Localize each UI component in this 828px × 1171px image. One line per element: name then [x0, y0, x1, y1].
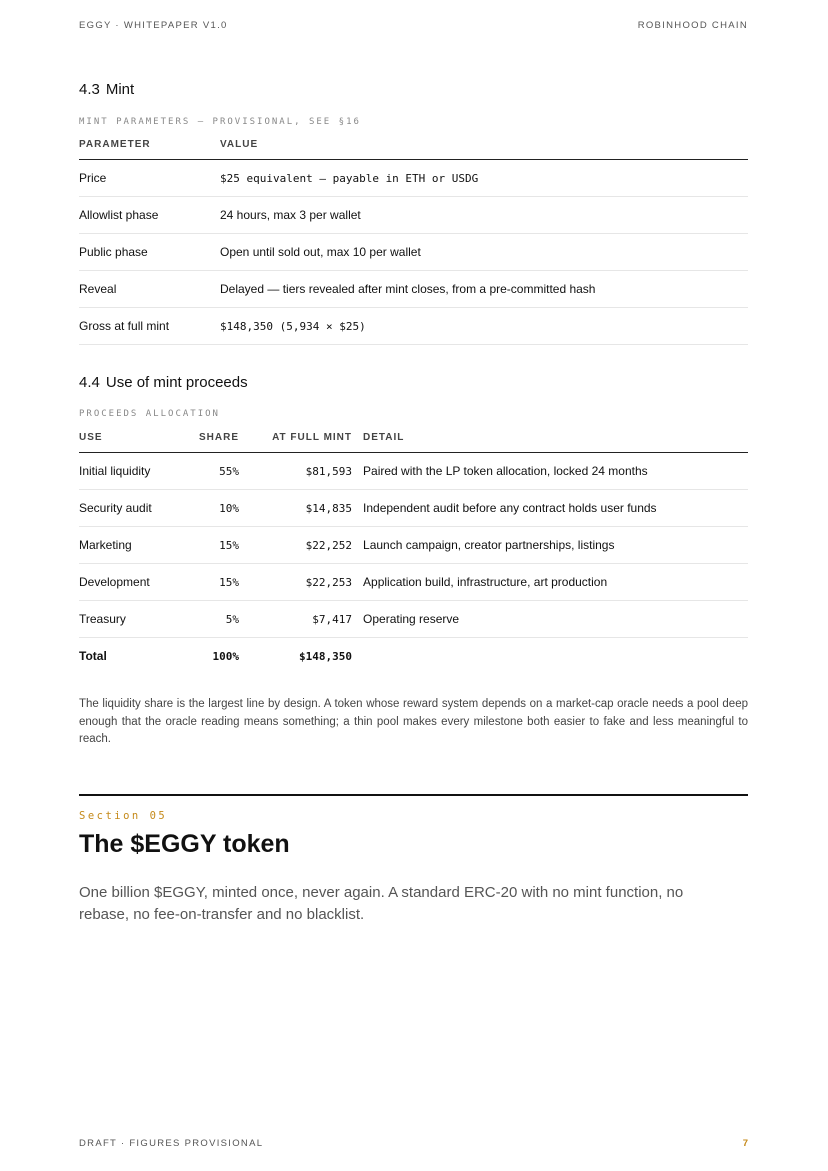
table-header-row: [79, 139, 748, 160]
table-row: [79, 308, 748, 345]
header-doc-title: EGGY · WHITEPAPER V1.0: [79, 20, 228, 31]
value-cell: Open until sold out, max 10 per wallet: [220, 234, 748, 271]
detail-cell: Operating reserve: [363, 601, 748, 638]
detail-cell: Paired with the LP token allocation, locked 24 months: [363, 453, 748, 490]
table-row: [79, 527, 748, 564]
amount-cell: $22,253: [239, 564, 352, 601]
table-row: [79, 453, 748, 490]
proceeds-allocation-table: [79, 432, 748, 674]
mint-parameters-table: [79, 139, 748, 345]
use-cell: Development: [79, 564, 199, 601]
table-row: [79, 197, 748, 234]
share-cell: 5%: [199, 601, 239, 638]
subsection-number: 4.4: [79, 374, 100, 391]
amount-cell: $7,417: [239, 601, 352, 638]
use-cell: Total: [79, 649, 107, 663]
subsection-title: Use of mint proceeds: [105, 374, 248, 391]
amount-cell: $14,835: [239, 490, 352, 527]
page: [79, 0, 748, 1171]
header-chain-name: ROBINHOOD CHAIN: [637, 20, 748, 31]
mint-table-caption: MINT PARAMETERS — PROVISIONAL, SEE §16: [79, 117, 361, 127]
param-cell: Gross at full mint: [79, 308, 220, 345]
value-cell: 24 hours, max 3 per wallet: [220, 197, 748, 234]
use-cell: Marketing: [79, 527, 199, 564]
column-header: DETAIL: [363, 432, 748, 453]
detail-cell: Independent audit before any contract holds user funds: [363, 490, 748, 527]
param-cell: Price: [79, 160, 220, 197]
table-row: [79, 564, 748, 601]
table-row: [79, 234, 748, 271]
param-cell: Reveal: [79, 271, 220, 308]
value-cell: $25 equivalent — payable in ETH or USDG: [220, 160, 748, 197]
page-number: 7: [742, 1138, 748, 1149]
column-header: VALUE: [220, 139, 748, 160]
amount-cell: $22,252: [239, 527, 352, 564]
use-cell: Treasury: [79, 601, 199, 638]
column-header: PARAMETER: [79, 139, 220, 160]
table-total-row: [79, 638, 748, 675]
column-header: SHARE: [199, 432, 239, 453]
subsection-heading-proceeds: [79, 374, 248, 391]
param-cell: Public phase: [79, 234, 220, 271]
section-title: The $EGGY token: [79, 830, 290, 858]
amount-cell: $148,350: [299, 649, 353, 663]
footer-status: DRAFT · FIGURES PROVISIONAL: [79, 1138, 264, 1149]
column-header: AT FULL MINT: [239, 432, 352, 453]
section-label: Section 05: [79, 810, 168, 822]
share-cell: 10%: [199, 490, 239, 527]
running-header: [79, 20, 748, 34]
detail-cell: [363, 638, 748, 675]
section-divider: [79, 794, 748, 796]
section-lead-paragraph: One billion $EGGY, minted once, never again. A standard ERC-20 with no mint function, no rebase, no fee-on-transfer and no blacklist.: [79, 884, 684, 923]
param-cell: Allowlist phase: [79, 197, 220, 234]
detail-cell: Application build, infrastructure, art production: [363, 564, 748, 601]
table-row: [79, 271, 748, 308]
running-footer: [79, 1138, 748, 1152]
table-row: [79, 601, 748, 638]
subsection-number: 4.3: [79, 81, 100, 98]
share-cell: 15%: [199, 527, 239, 564]
table-row: [79, 160, 748, 197]
detail-cell: Launch campaign, creator partnerships, listings: [363, 527, 748, 564]
subsection-heading-mint: [79, 81, 134, 98]
liquidity-note-paragraph: The liquidity share is the largest line by design. A token whose reward system depends on a market-cap oracle needs a pool deep enough that the oracle reading means something; a thin pool makes every milestone both easier to fake and less meaningful to reach.: [79, 698, 748, 745]
value-cell: $148,350 (5,934 × $25): [220, 308, 748, 345]
amount-cell: $81,593: [239, 453, 352, 490]
use-cell: Initial liquidity: [79, 453, 199, 490]
value-cell: Delayed — tiers revealed after mint closes, from a pre-committed hash: [220, 271, 748, 308]
use-cell: Security audit: [79, 490, 199, 527]
share-cell: 15%: [199, 564, 239, 601]
subsection-title: Mint: [105, 81, 135, 98]
proceeds-table-caption: PROCEEDS ALLOCATION: [79, 409, 220, 419]
share-cell: 100%: [212, 649, 240, 663]
table-header-row: [79, 432, 748, 453]
column-header: USE: [79, 432, 199, 453]
table-row: [79, 490, 748, 527]
share-cell: 55%: [199, 453, 239, 490]
